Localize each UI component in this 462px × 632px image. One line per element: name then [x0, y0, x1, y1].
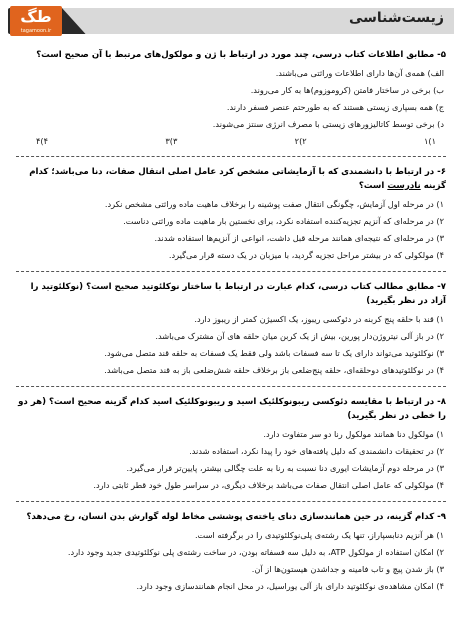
logo-mark: طگ — [20, 7, 52, 26]
question-8 — [16, 395, 446, 491]
answer-option-3[interactable]: ۳) در مرحله دوم آزمایشات ایوری دنا نسبت به رنا به علت چگالی بیشتر، پایین‌تر قرار می‌گیرد. — [126, 463, 444, 473]
answer-option-4[interactable]: ۴) مولکولی که در بیشتر مراحل تجزیه گردید، با میزبان در یک دسته قرار می‌گیرد. — [168, 250, 444, 260]
question-title-emphasis: نادرست — [387, 181, 421, 191]
question-title-start: ۶- در ارتباط با دانشمندی که با آزمایشاتی مشخص کرد عامل اصلی انتقال صفات، دنا می‌باشد؛ کدام گزینه — [29, 167, 446, 191]
answer-option-2[interactable]: ۲) در تحقیقات دانشمندی که دلیل یافته‌های خود را پیدا نکرد، استفاده شدند. — [189, 446, 444, 456]
answer-option-3[interactable]: ۳)۳ — [165, 136, 178, 146]
answer-option-2[interactable]: ۲) در باز آلی نیتروژن‌دار پورین، بیش از یک کربن میان حلقه های آن مشترک می‌باشد. — [155, 331, 444, 341]
answer-option-4[interactable]: ۴)۴ — [36, 136, 49, 146]
question-7 — [16, 280, 446, 376]
answer-row — [16, 136, 446, 146]
divider — [16, 156, 446, 157]
statement-b: ب) برخی در ساختار فامتن (کروموزوم)ها به کار می‌روند. — [250, 85, 444, 95]
answer-option-3[interactable]: ۳) باز شدن پیچ و تاب فامینه و جداشدن هیستون‌ها از آن. — [251, 564, 444, 574]
question-title: ۷- مطابق مطالب کتاب درسی، کدام عبارت در ارتباط با ساختار نوکلئوتید صحیح است؟ (نوکلئوتید را آزاد در نظر بگیرید) — [30, 282, 446, 306]
divider — [16, 271, 446, 272]
question-5 — [16, 48, 446, 146]
question-sheet — [16, 48, 446, 602]
question-title-end: است؟ — [358, 181, 388, 191]
question-title: ۹- کدام گزینه، در حین همانندسازی دنای یاخته‌ی پوششی مخاط لوله گوارش بدن انسان، رخ می‌دهد؟ — [26, 512, 446, 522]
question-title: ۸- در ارتباط با مقایسه دئوکسی ریبونوکلئیک اسید و ریبونوکلئیک اسید کدام گزینه صحیح است؟ (هر دو را خطی در نظر بگیرید) — [18, 397, 446, 421]
divider — [16, 501, 446, 502]
logo — [10, 6, 62, 36]
answer-option-2[interactable]: ۲) امکان استفاده از مولکول ATP، به دلیل سه فسفاته بودن، در ساخت رشته‌ی پلی نوکلئوتیدی جدید وجود دارد. — [67, 547, 444, 557]
question-title — [16, 165, 446, 193]
question-6 — [16, 165, 446, 261]
question-9 — [16, 510, 446, 592]
answer-option-2[interactable]: ۲) در مرحله‌ای که آنزیم تجزیه‌کننده استفاده نکرد، برای نخستین بار ماهیت ماده وراثتی دناست. — [123, 216, 444, 226]
answer-option-3[interactable]: ۳) نوکلئوتید می‌تواند دارای یک تا سه فسفات باشد ولی فقط یک فسفات به حلقه قند متصل می‌شود. — [104, 348, 444, 358]
answer-option-1[interactable]: ۱)۱ — [423, 136, 436, 146]
logo-url: tagamoon.ir — [20, 28, 52, 34]
divider — [16, 386, 446, 387]
answer-option-1[interactable]: ۱) در مرحله اول آزمایش، چگونگی انتقال صفت پوشینه را برخلاف ماهیت ماده وراثتی مشخص نکرد. — [104, 199, 444, 209]
answer-option-3[interactable]: ۳) در مرحله‌ای که نتیجه‌ای همانند مرحله قبل داشت، انواعی از آنزیم‌ها استفاده شدند. — [154, 233, 444, 243]
answer-option-1[interactable]: ۱) هر آنزیم دنابسپاراز، تنها یک رشته‌ی پلی‌نوکلئوتیدی را در برگرفته است. — [194, 530, 444, 540]
answer-option-4[interactable]: ۴) در نوکلئوتیدهای دوحلقه‌ای، حلقه پنج‌ضلعی باز برخلاف حلقه شش‌ضلعی باز به قند متصل می‌باشد. — [104, 365, 444, 375]
answer-option-4[interactable]: ۴) امکان مشاهده‌ی نوکلئوتید دارای باز آلی یوراسیل، در محل انجام همانندسازی وجود دارد. — [136, 581, 444, 591]
statement-d: د) برخی توسط کاتالیزورهای زیستی با مصرف انرژی سنتز می‌شوند. — [212, 119, 444, 129]
answer-option-2[interactable]: ۲)۲ — [294, 136, 307, 146]
page-header — [0, 0, 462, 42]
answer-option-4[interactable]: ۴) مولکولی که عامل اصلی انتقال صفات می‌باشد برخلاف دیگری، در سراسر طول خود قطر ثابتی دارد. — [93, 480, 444, 490]
statement-c: ج) همه بسپاری زیستی هستند که به طورحتم عنصر فسفر دارند. — [226, 102, 444, 112]
answer-option-1[interactable]: ۱) قند با حلقه پنج کربنه در دئوکسی ریبوز، یک اکسیژن کمتر از ریبوز دارد. — [194, 314, 444, 324]
page-title: زیست‌شناسی — [348, 10, 444, 26]
question-title: ۵- مطابق اطلاعات کتاب درسی، چند مورد در ارتباط با ژن و مولکول‌های مرتبط با آن صحیح است؟ — [36, 50, 446, 60]
statement-a: الف) همه‌ی آن‌ها دارای اطلاعات وراثتی می‌باشند. — [275, 68, 444, 78]
answer-option-1[interactable]: ۱) مولکول دنا همانند مولکول رنا دو سر متفاوت دارد. — [263, 429, 444, 439]
